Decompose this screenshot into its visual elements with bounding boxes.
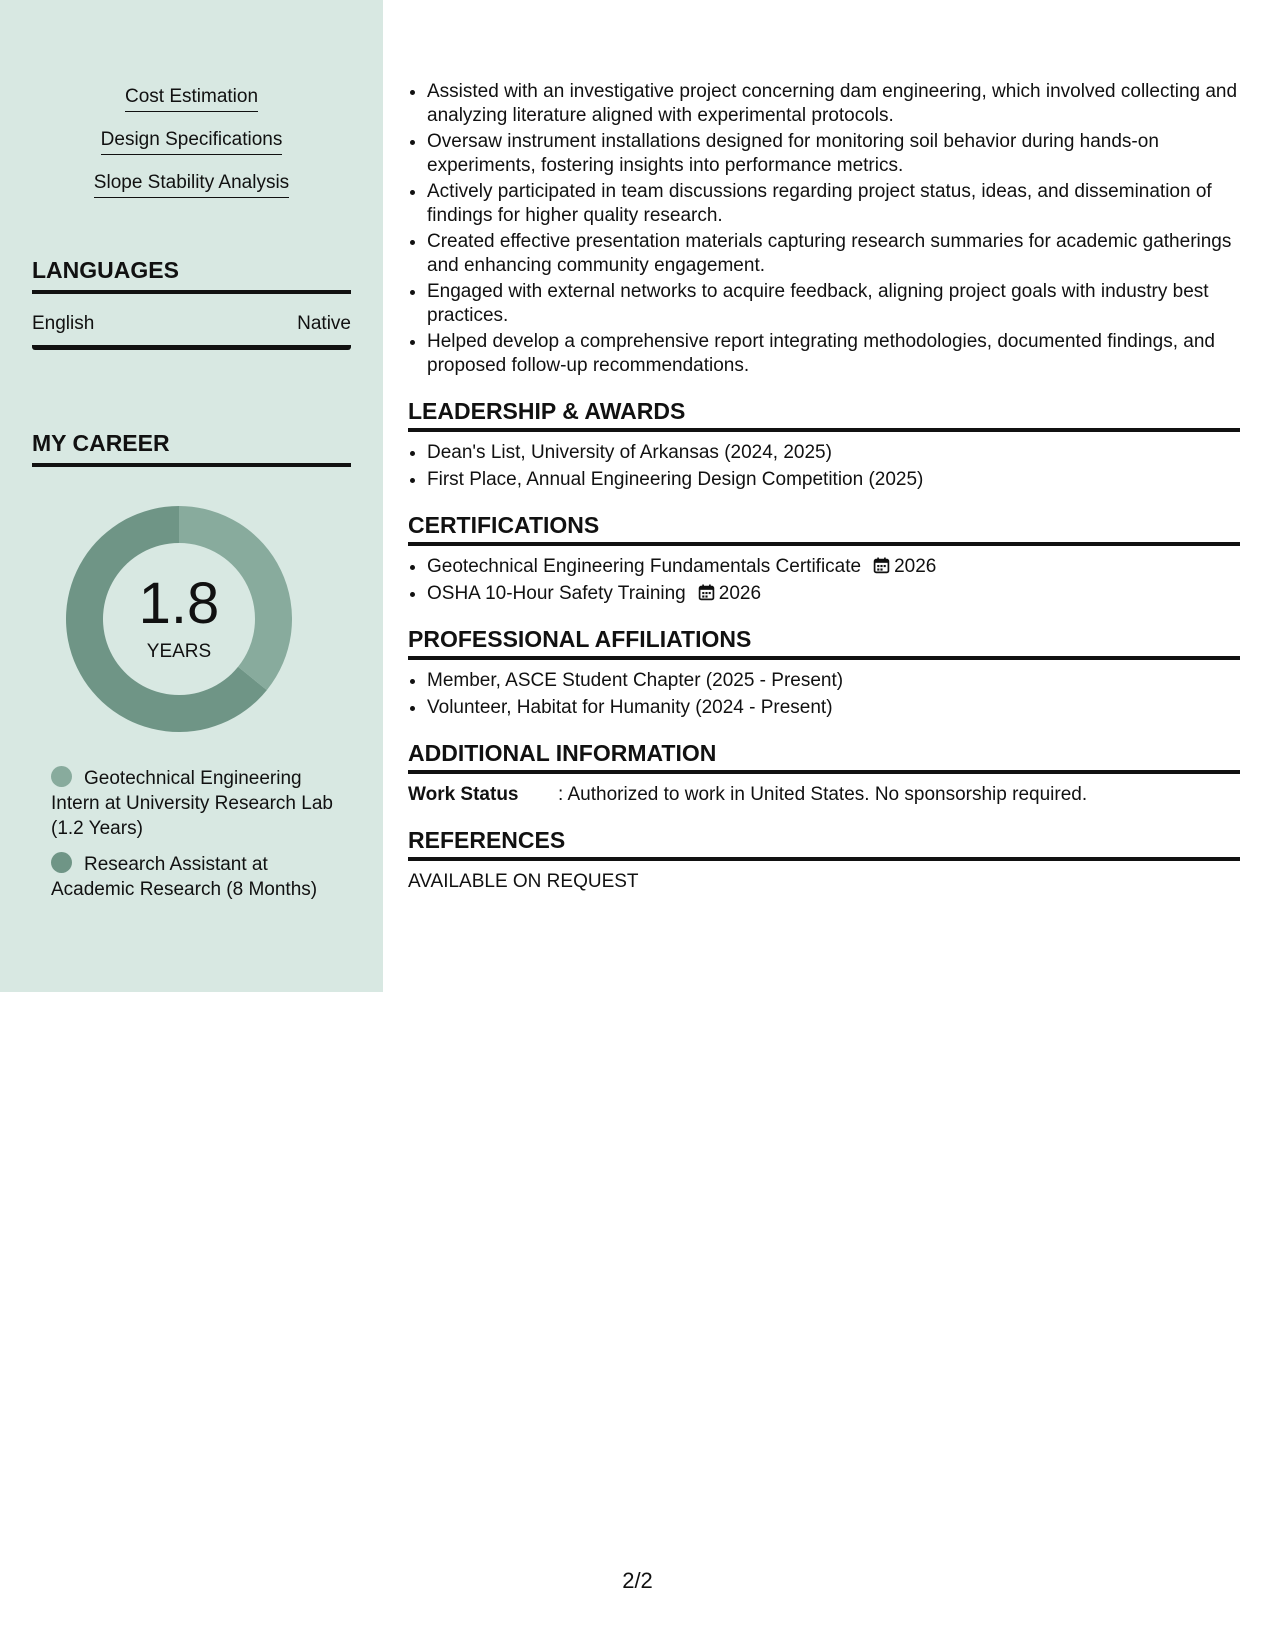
legend-label: Geotechnical Engineering Intern at University Research Lab (1.2 Years) <box>51 768 333 839</box>
work-status-label: Work Status <box>408 784 519 805</box>
career-heading: MY CAREER <box>32 429 351 467</box>
career-legend <box>51 766 351 913</box>
affiliation-item: • Volunteer, Habitat for Humanity (2024 - Present) <box>427 696 1240 720</box>
career-total-value: 1.8 <box>138 571 220 636</box>
legend-item <box>51 766 351 841</box>
certifications-list <box>408 555 1240 606</box>
experience-bullet: • Oversaw instrument installations designed for monitoring soil behavior during hands-on experiments, fostering insights into performance metrics. <box>427 130 1240 178</box>
skills-list <box>0 86 383 215</box>
affiliations-heading: PROFESSIONAL AFFILIATIONS <box>408 625 1240 660</box>
leadership-list <box>408 441 1240 492</box>
affiliation-item: • Member, ASCE Student Chapter (2025 - Present) <box>427 669 1240 693</box>
skill-item: Cost Estimation <box>125 86 258 112</box>
sidebar <box>0 0 383 992</box>
experience-bullet: • Actively participated in team discussions regarding project status, ideas, and dissemination of findings for higher quality research. <box>427 180 1240 228</box>
leadership-item: • Dean's List, University of Arkansas (2024, 2025) <box>427 441 1240 465</box>
main-content <box>408 80 1240 894</box>
skill-item: Design Specifications <box>101 129 283 155</box>
languages-heading: LANGUAGES <box>32 256 351 294</box>
experience-bullet: • Created effective presentation materials capturing research summaries for academic gatherings and enhancing community engagement. <box>427 230 1240 278</box>
affiliations-list <box>408 669 1240 720</box>
additional-info-heading: ADDITIONAL INFORMATION <box>408 739 1240 774</box>
certification-name: Geotechnical Engineering Fundamentals Certificate <box>427 556 862 577</box>
career-total-unit: YEARS <box>146 641 212 662</box>
leadership-item: • First Place, Annual Engineering Design Competition (2025) <box>427 468 1240 492</box>
experience-bullet: • Assisted with an investigative project concerning dam engineering, which involved collecting and analyzing literature aligned with experimental protocols. <box>427 80 1240 128</box>
certification-year: 2026 <box>718 583 762 604</box>
experience-bullet: • Helped develop a comprehensive report integrating methodologies, documented findings, and proposed follow-up recommendations. <box>427 330 1240 378</box>
language-row <box>32 312 351 350</box>
calendar-icon <box>698 584 715 601</box>
language-level: Native <box>297 313 351 334</box>
certification-item <box>427 582 1240 606</box>
legend-item <box>51 852 351 902</box>
language-name: English <box>32 313 95 334</box>
experience-bullets <box>408 80 1240 378</box>
legend-dot <box>51 766 72 787</box>
legend-label: Research Assistant at Academic Research (8 Months) <box>51 854 318 900</box>
skill-item: Slope Stability Analysis <box>94 172 289 198</box>
page-number: 2/2 <box>622 1568 653 1593</box>
legend-dot <box>51 852 72 873</box>
work-status-value: : Authorized to work in United States. No sponsorship required. <box>558 784 1088 805</box>
certification-year: 2026 <box>894 556 937 577</box>
work-status-row <box>408 783 1240 807</box>
certification-item <box>427 555 1240 579</box>
calendar-icon <box>873 557 890 574</box>
references-heading: REFERENCES <box>408 826 1240 861</box>
references-text: AVAILABLE ON REQUEST <box>408 871 639 892</box>
certification-name: OSHA 10-Hour Safety Training <box>427 583 686 604</box>
leadership-heading: LEADERSHIP & AWARDS <box>408 397 1240 432</box>
certifications-heading: CERTIFICATIONS <box>408 511 1240 546</box>
experience-bullet: • Engaged with external networks to acquire feedback, aligning project goals with industry best practices. <box>427 280 1240 328</box>
